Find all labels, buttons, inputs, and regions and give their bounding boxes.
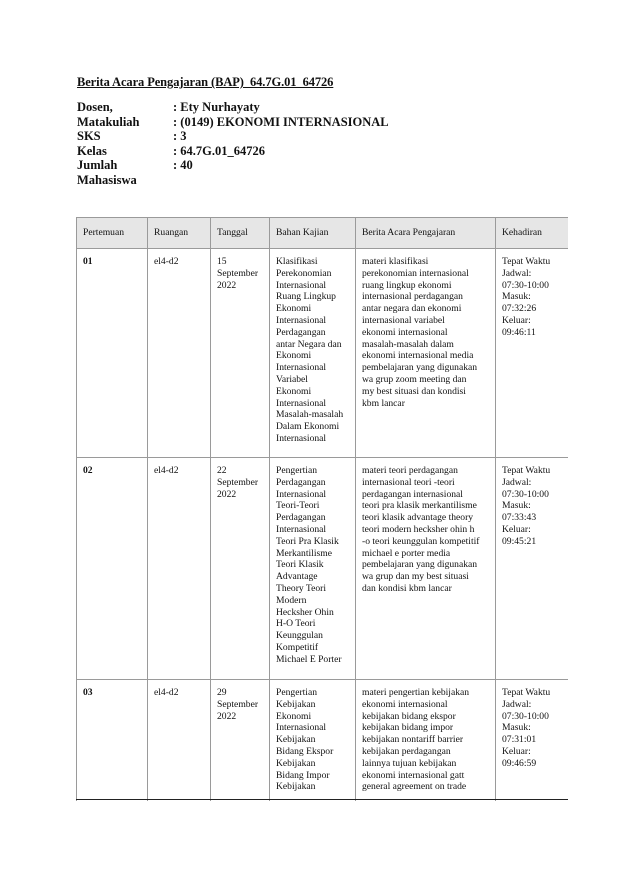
meta-row-jumlah-mahasiswa — [77, 158, 389, 187]
meta-info — [77, 100, 389, 187]
bap-table — [76, 217, 568, 801]
cell-berita-acara: materi teori perdagangan internasional teori -teori perdagangan internasional teori pra klasik merkantilisme teori klasik advantage theory teori modern hecksher ohin h -o teori keunggulan kompetitif michael e porter media pembelajaran yang digunakan wa grup dan my best situasi dan kondisi kbm lancar — [356, 458, 496, 680]
header-bahan-kajian: Bahan Kajian — [270, 218, 356, 249]
meta-value-dosen: : Ety Nurhayaty — [173, 100, 260, 114]
cell-kehadiran: Tepat Waktu Jadwal: 07:30-10:00 Masuk: 07:33:43 Keluar: 09:45:21 — [496, 458, 569, 680]
table-row — [77, 249, 569, 458]
meta-row-matakuliah — [77, 115, 389, 130]
meta-value-kelas: : 64.7G.01_64726 — [173, 143, 266, 158]
cell-berita-acara: materi klasifikasi perekonomian internasional ruang lingkup ekonomi internasional perdagangan antar negara dan ekonomi internasional variabel ekonomi internasional masalah-masalah dalam ekonomi internasional media pembelajaran yang digunakan wa grup zoom meeting dan my best situasi dan kondisi kbm lancar — [356, 249, 496, 458]
meta-label-kelas: Kelas — [77, 143, 107, 158]
cell-tanggal: 29 September 2022 — [211, 680, 270, 802]
cell-kehadiran: Tepat Waktu Jadwal: 07:30-10:00 Masuk: 07:32:26 Keluar: 09:46:11 — [496, 249, 569, 458]
cell-tanggal: 15 September 2022 — [211, 249, 270, 458]
table-header-row — [77, 218, 569, 249]
cell-tanggal: 22 September 2022 — [211, 458, 270, 680]
meta-value-matakuliah: : (0149) EKONOMI INTERNASIONAL — [173, 114, 389, 129]
cell-bahan-kajian: Pengertian Kebijakan Ekonomi Internasional Kebijakan Bidang Ekspor Kebijakan Bidang Impor Kebijakan — [270, 680, 356, 802]
header-ruangan: Ruangan — [148, 218, 211, 249]
cell-pertemuan: 02 — [77, 458, 148, 680]
meta-label-dosen: Dosen, — [77, 100, 113, 114]
meta-label-jumlah-mahasiswa: Jumlah Mahasiswa — [77, 158, 137, 187]
document-title: Berita Acara Pengajaran (BAP)_64.7G.01_64726 — [77, 75, 334, 89]
header-tanggal: Tanggal — [211, 218, 270, 249]
bap-table-container — [76, 217, 568, 801]
meta-value-sks: : 3 — [173, 129, 187, 143]
table-row — [77, 680, 569, 802]
header-kehadiran: Kehadiran — [496, 218, 569, 249]
meta-row-sks — [77, 129, 389, 144]
table-row — [77, 458, 569, 680]
meta-row-kelas — [77, 144, 389, 159]
meta-value-jumlah-mahasiswa: : 40 — [173, 158, 193, 172]
header-berita-acara: Berita Acara Pengajaran — [356, 218, 496, 249]
meta-row-dosen — [77, 100, 389, 115]
header-pertemuan: Pertemuan — [77, 218, 148, 249]
meta-label-matakuliah: Matakuliah — [77, 114, 140, 129]
cell-berita-acara: materi pengertian kebijakan ekonomi internasional kebijakan bidang ekspor kebijakan bidang impor kebijakan nontariff barrier kebijakan perdagangan lainnya tujuan kebijakan ekonomi internasional gatt general agreement on trade — [356, 680, 496, 802]
meta-label-sks: SKS — [77, 129, 101, 143]
cell-kehadiran: Tepat Waktu Jadwal: 07:30-10:00 Masuk: 07:31:01 Keluar: 09:46:59 — [496, 680, 569, 802]
cell-ruangan: el4-d2 — [148, 249, 211, 458]
page-break-rule — [76, 799, 568, 800]
cell-bahan-kajian: Pengertian Perdagangan Internasional Teori-Teori Perdagangan Internasional Teori Pra Klasik Merkantilisme Teori Klasik Advantage Theory Teori Modern Hecksher Ohin H-O Teori Keunggulan Kompetitif Michael E Porter — [270, 458, 356, 680]
cell-bahan-kajian: Klasifikasi Perekonomian Internasional Ruang Lingkup Ekonomi Internasional Perdagangan antar Negara dan Ekonomi Internasional Variabel Ekonomi Internasional Masalah-masalah Dalam Ekonomi Internasional — [270, 249, 356, 458]
cell-ruangan: el4-d2 — [148, 680, 211, 802]
cell-pertemuan: 01 — [77, 249, 148, 458]
cell-pertemuan: 03 — [77, 680, 148, 802]
cell-ruangan: el4-d2 — [148, 458, 211, 680]
